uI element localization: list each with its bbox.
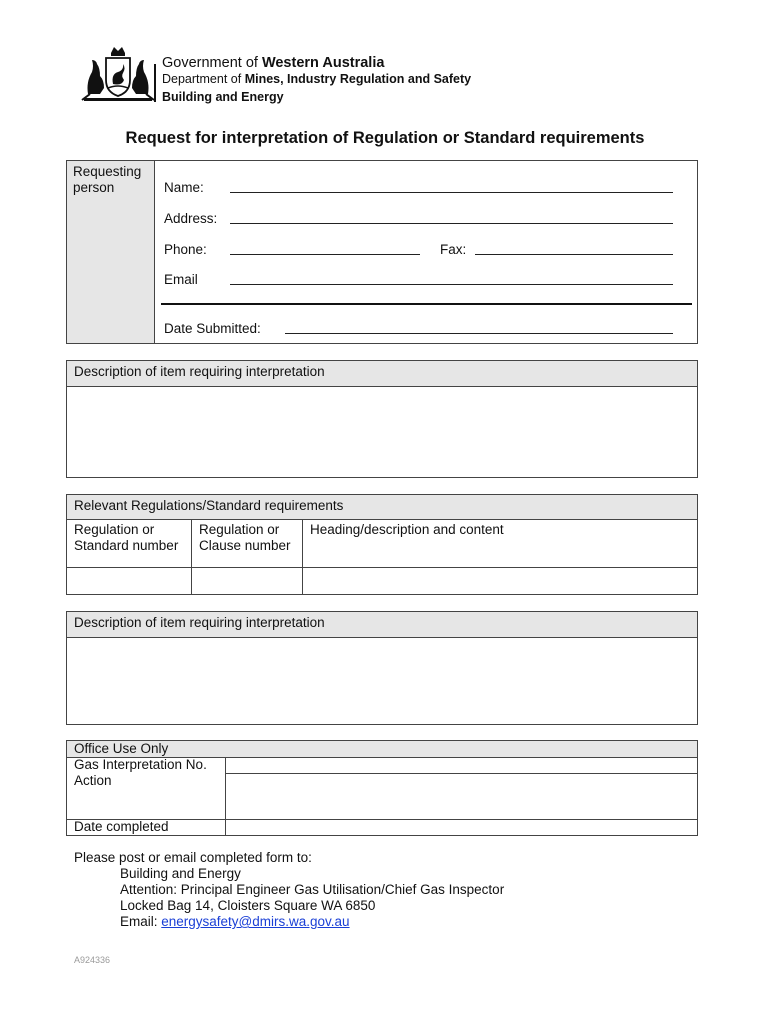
submission-instructions xyxy=(74,850,504,930)
name-field[interactable] xyxy=(230,192,673,193)
phone-label: Phone: xyxy=(164,242,207,257)
address-line-3: Locked Bag 14, Cloisters Square WA 6850 xyxy=(120,898,376,913)
section-divider xyxy=(161,303,692,305)
gas-interpretation-label: Gas Interpretation No. xyxy=(74,757,207,772)
fax-label: Fax: xyxy=(440,242,467,257)
description-input-2[interactable] xyxy=(67,638,697,724)
date-submitted-label: Date Submitted: xyxy=(164,321,261,336)
address-line-1: Building and Energy xyxy=(120,866,241,881)
division-name: Building and Energy xyxy=(162,90,284,104)
action-input[interactable] xyxy=(226,774,697,819)
action-label: Action xyxy=(74,773,112,788)
email-field[interactable] xyxy=(230,284,673,285)
col-header-heading-description: Heading/description and content xyxy=(310,522,504,537)
date-completed-input[interactable] xyxy=(226,820,697,835)
date-submitted-field[interactable] xyxy=(285,333,673,334)
gas-interpretation-input[interactable] xyxy=(226,758,697,773)
heading-description-input[interactable] xyxy=(303,568,697,594)
address-field[interactable] xyxy=(230,223,673,224)
address-line-2: Attention: Principal Engineer Gas Utilisation/Chief Gas Inspector xyxy=(120,882,505,897)
clause-number-input[interactable] xyxy=(192,568,302,594)
address-label: Address: xyxy=(164,211,218,226)
description-section-2 xyxy=(66,611,698,725)
office-use-header: Office Use Only xyxy=(67,741,697,758)
regulations-header: Relevant Regulations/Standard requirements xyxy=(67,495,697,520)
requesting-person-label: Requesting person xyxy=(67,161,155,343)
col-header-clause-number: Regulation or Clause number xyxy=(199,522,291,553)
date-completed-label: Date completed xyxy=(74,819,169,834)
phone-field[interactable] xyxy=(230,254,420,255)
description-input-1[interactable] xyxy=(67,387,697,477)
regulations-section xyxy=(66,494,698,595)
instructions-intro: Please post or email completed form to: xyxy=(74,850,312,865)
description-section-1 xyxy=(66,360,698,478)
document-id: A924336 xyxy=(74,955,111,965)
description-header-2: Description of item requiring interpretation xyxy=(67,612,697,638)
standard-number-input[interactable] xyxy=(67,568,191,594)
fax-field[interactable] xyxy=(475,254,673,255)
name-label: Name: xyxy=(164,180,204,195)
email-label: Email xyxy=(164,272,198,287)
wa-crest-logo xyxy=(80,44,156,104)
department-name: Department of Mines, Industry Regulation and Safety xyxy=(162,72,472,86)
email-line-label: Email: xyxy=(120,914,162,929)
requesting-person-section xyxy=(66,160,698,344)
col-header-standard-number: Regulation or Standard number xyxy=(74,522,179,553)
email-line xyxy=(74,914,504,930)
government-name: Government of Western Australia xyxy=(162,55,385,71)
description-header-1: Description of item requiring interpretation xyxy=(67,361,697,387)
email-link[interactable]: energysafety@dmirs.wa.gov.au xyxy=(161,914,350,929)
office-use-section xyxy=(66,740,698,836)
page-title: Request for interpretation of Regulation or Standard requirements xyxy=(125,129,645,147)
